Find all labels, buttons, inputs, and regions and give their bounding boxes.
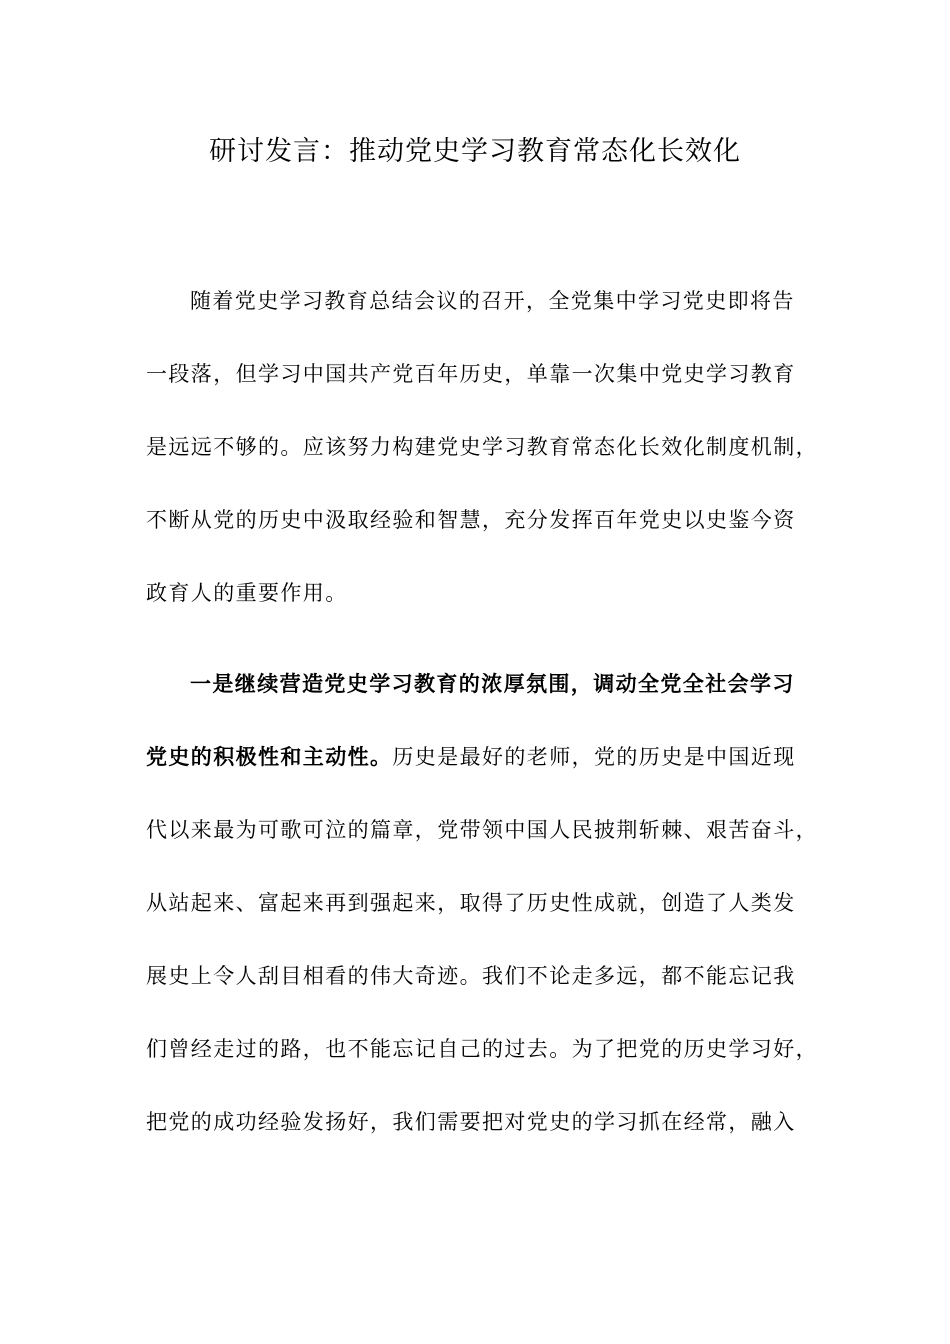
paragraph-line: 政育人的重要作用。 bbox=[146, 581, 348, 605]
paragraph-line: 展史上令人刮目相看的伟大奇迹。我们不论走多远，都不能忘记我 bbox=[146, 964, 796, 988]
paragraph-line bbox=[146, 739, 796, 775]
paragraph-line: 们曾经走过的路，也不能忘记自己的过去。为了把党的历史学习好， bbox=[146, 1037, 818, 1061]
paragraph-line: 不断从党的历史中汲取经验和智慧，充分发挥百年党史以史鉴今资 bbox=[146, 508, 796, 532]
paragraph-line: 随着党史学习教育总结会议的召开，全党集中学习党史即将告 bbox=[190, 289, 795, 313]
paragraph-line-rest: 历史是最好的老师，党的历史是中国近现 bbox=[392, 745, 796, 769]
paragraph-line: 从站起来、富起来再到强起来，取得了历史性成就，创造了人类发 bbox=[146, 891, 796, 915]
paragraph-line: 代以来最为可歌可泣的篇章，党带领中国人民披荆斩棘、艰苦奋斗， bbox=[146, 818, 818, 842]
paragraph-line: 一段落，但学习中国共产党百年历史，单靠一次集中党史学习教育 bbox=[146, 362, 796, 386]
point-heading-tail: 党史的积极性和主动性。 bbox=[146, 744, 393, 769]
document-title: 研讨发言：推动党史学习教育常态化长效化 bbox=[209, 136, 741, 167]
paragraph-line: 把党的成功经验发扬好，我们需要把对党史的学习抓在经常，融入 bbox=[146, 1110, 796, 1134]
point-heading-line: 一是继续营造党史学习教育的浓厚氛围，调动全党全社会学习 bbox=[190, 671, 795, 696]
paragraph-line: 是远远不够的。应该努力构建党史学习教育常态化长效化制度机制， bbox=[146, 435, 818, 459]
